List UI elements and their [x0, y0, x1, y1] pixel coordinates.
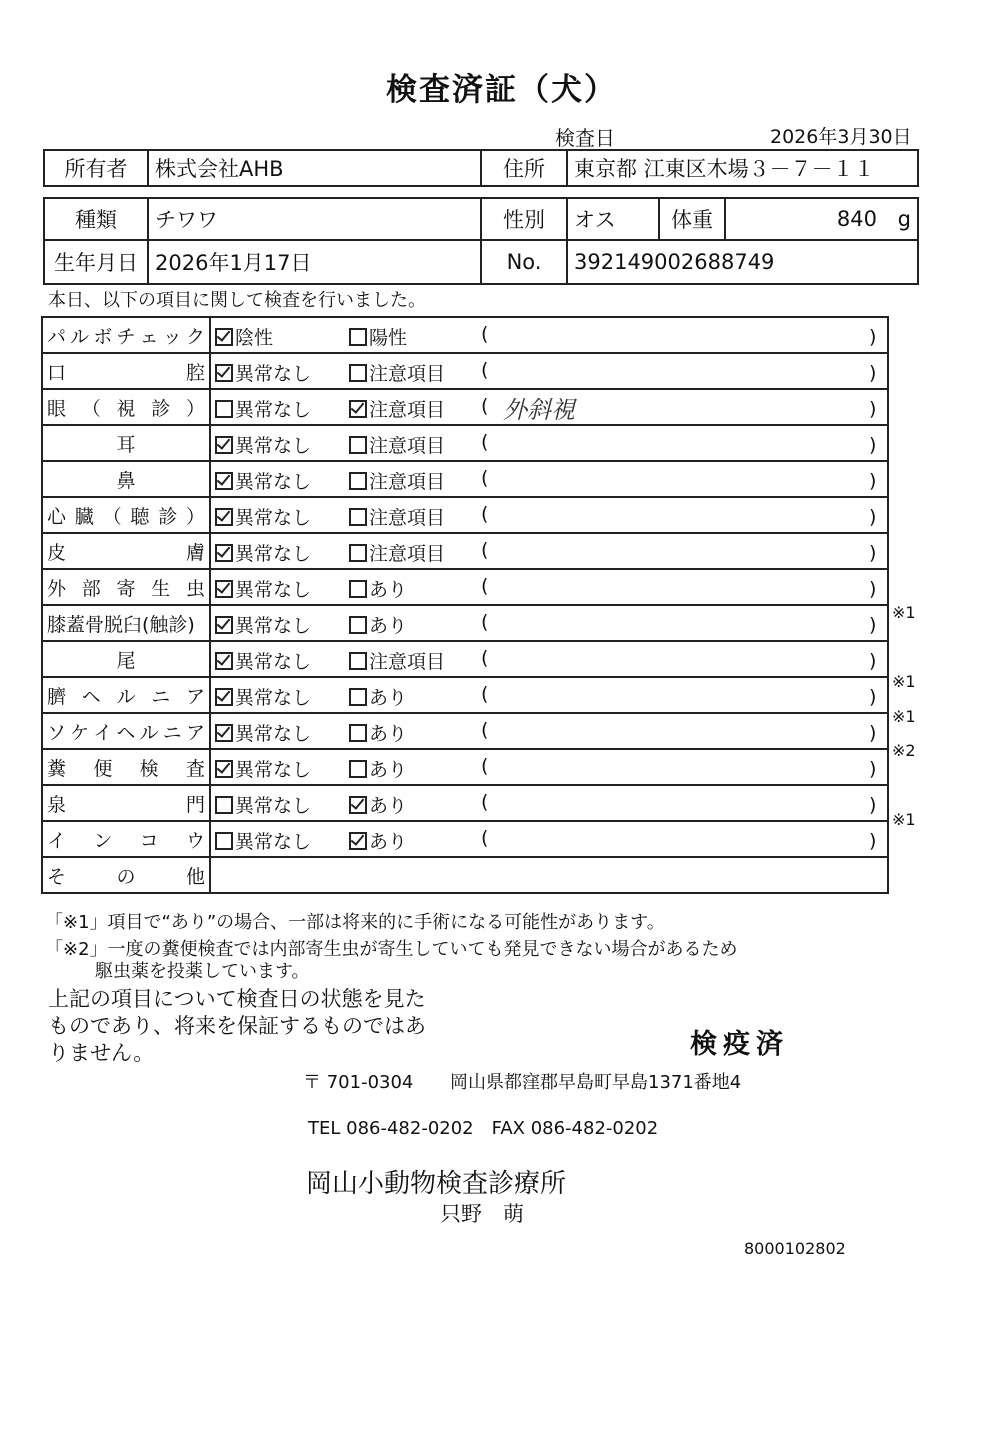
option-abnormal[interactable]	[349, 719, 407, 746]
footnote-marker: ※2	[892, 741, 916, 761]
exam-item-options	[210, 713, 888, 749]
comment-open-paren: (	[481, 431, 489, 453]
exam-item-row	[42, 713, 888, 749]
exam-items-table	[41, 316, 889, 894]
clinic-address: 岡山県都窪郡早島町早島1371番地4	[450, 1072, 742, 1093]
exam-item-name	[42, 317, 210, 353]
address-value: 東京都 江東区木場３－７－１１	[567, 150, 918, 186]
footnote-marker: ※1	[892, 672, 916, 691]
exam-item-label: 口 腔	[47, 361, 205, 384]
exam-item-row	[42, 857, 888, 893]
footnote-marker: ※1	[892, 602, 916, 622]
comment-close-paren: )	[869, 470, 877, 492]
comment-open-paren: (	[481, 539, 489, 561]
comment-open-paren: (	[481, 791, 489, 813]
exam-item-row	[42, 425, 888, 461]
exam-item-options	[210, 605, 888, 641]
option-abnormal[interactable]	[349, 395, 445, 422]
checked-checkbox[interactable]	[215, 688, 233, 706]
option-label: あり	[369, 723, 408, 745]
exam-item-name	[42, 677, 210, 713]
exam-item-name	[42, 857, 210, 893]
comment-close-paren: )	[869, 794, 877, 816]
comment-close-paren: )	[869, 686, 877, 708]
comment-open-paren: (	[481, 719, 489, 741]
comment-close-paren: )	[869, 758, 877, 780]
comment-open-paren: (	[481, 575, 489, 597]
comment-close-paren: )	[869, 722, 877, 744]
comment-open-paren: (	[481, 611, 489, 633]
checkbox[interactable]	[349, 652, 367, 670]
exam-date-label: 検査日	[555, 126, 615, 150]
option-label: あり	[369, 579, 408, 601]
checkbox[interactable]	[215, 400, 233, 418]
weight-value: 840	[836, 207, 877, 231]
exam-item-name	[42, 425, 210, 461]
exam-item-label: 膝蓋骨脱臼(触診)	[47, 613, 195, 636]
option-abnormal[interactable]	[349, 575, 407, 602]
exam-item-label: 眼 （ 視 診 ）	[47, 397, 205, 420]
option-normal[interactable]	[215, 359, 311, 386]
option-label: あり	[369, 759, 408, 781]
checked-checkbox[interactable]	[215, 724, 233, 742]
exam-item-row	[42, 821, 888, 857]
footnote-1: 「※1」項目で“あり”の場合、一部は将来的に手術になる可能性があります。	[45, 912, 665, 933]
weight-unit: g	[897, 207, 911, 231]
exam-item-label: 皮 膚	[47, 541, 205, 564]
checked-checkbox[interactable]	[215, 544, 233, 562]
exam-item-row	[42, 569, 888, 605]
exam-item-options	[210, 677, 888, 713]
checked-checkbox[interactable]	[349, 832, 367, 850]
comment-open-paren: (	[481, 503, 489, 525]
birth-label: 生年月日	[44, 240, 148, 284]
exam-item-name	[42, 389, 210, 425]
exam-item-name	[42, 569, 210, 605]
exam-item-row	[42, 749, 888, 785]
exam-item-options	[210, 569, 888, 605]
option-label: 異常なし	[235, 795, 312, 817]
exam-item-label: 耳	[116, 433, 136, 456]
option-label: 異常なし	[235, 435, 312, 457]
checked-checkbox[interactable]	[215, 616, 233, 634]
exam-item-options	[210, 389, 888, 425]
sex-value: オス	[567, 198, 659, 240]
breed-value: チワワ	[148, 198, 481, 240]
option-abnormal[interactable]	[349, 647, 445, 674]
checkbox[interactable]	[349, 688, 367, 706]
option-normal[interactable]	[215, 647, 311, 674]
exam-date-value: 2026年3月30日	[770, 126, 912, 148]
option-abnormal[interactable]	[349, 611, 407, 638]
owner-value: 株式会社AHB	[148, 150, 481, 186]
option-abnormal[interactable]	[349, 431, 445, 458]
checkbox[interactable]	[349, 364, 367, 382]
exam-item-options	[210, 785, 888, 821]
exam-item-row	[42, 497, 888, 533]
option-label: 異常なし	[235, 687, 312, 709]
comment-close-paren: )	[869, 650, 877, 672]
postal-code: 〒 701-0304	[303, 1072, 414, 1093]
checkbox[interactable]	[349, 616, 367, 634]
checked-checkbox[interactable]	[215, 328, 233, 346]
exam-item-name	[42, 785, 210, 821]
option-label: 異常なし	[235, 651, 312, 673]
exam-item-label: 外 部 寄 生 虫	[47, 577, 205, 600]
comment-close-paren: )	[869, 398, 877, 420]
option-label: 異常なし	[235, 507, 312, 529]
footnote-2-cont: 駆虫薬を投薬しています。	[95, 961, 310, 982]
owner-label: 所有者	[44, 150, 148, 186]
exam-item-label: 臍 ヘ ル ニ ア	[47, 685, 205, 708]
address-label: 住所	[481, 150, 567, 186]
option-normal[interactable]	[215, 791, 311, 818]
notice-text: 本日、以下の項目に関して検査を行いました。	[48, 290, 426, 311]
person-name: 只野 萌	[440, 1202, 524, 1226]
option-normal[interactable]	[215, 503, 311, 530]
option-label: 注意項目	[369, 399, 446, 421]
option-label: あり	[369, 687, 408, 709]
option-abnormal[interactable]	[349, 503, 445, 530]
checked-checkbox[interactable]	[215, 436, 233, 454]
option-normal[interactable]	[215, 683, 311, 710]
option-label: 注意項目	[369, 543, 446, 565]
comment-close-paren: )	[869, 830, 877, 852]
exam-item-label: 鼻	[116, 469, 136, 492]
exam-item-label: そ の 他	[47, 865, 205, 888]
comment-close-paren: )	[869, 326, 877, 348]
option-label: 異常なし	[235, 399, 312, 421]
exam-item-options	[210, 425, 888, 461]
checkbox[interactable]	[349, 760, 367, 778]
exam-item-label: パ ル ボ チ ェ ッ ク	[47, 325, 205, 348]
option-abnormal[interactable]	[349, 755, 407, 782]
exam-item-options	[210, 497, 888, 533]
comment-close-paren: )	[869, 542, 877, 564]
checked-checkbox[interactable]	[215, 364, 233, 382]
option-normal[interactable]	[215, 719, 311, 746]
checkbox[interactable]	[349, 472, 367, 490]
weight-cell	[725, 198, 918, 240]
option-label: 注意項目	[369, 435, 446, 457]
exam-item-row	[42, 605, 888, 641]
checked-checkbox[interactable]	[215, 580, 233, 598]
option-normal[interactable]	[215, 755, 311, 782]
option-abnormal[interactable]	[349, 359, 445, 386]
option-label: 陰性	[235, 327, 274, 349]
comment-close-paren: )	[869, 578, 877, 600]
comment-open-paren: (	[481, 323, 489, 345]
exam-item-options	[210, 857, 888, 893]
checkbox[interactable]	[349, 580, 367, 598]
option-abnormal[interactable]	[349, 827, 407, 854]
footnote-2: 「※2」一度の糞便検査では内部寄生虫が寄生していても発見できない場合があるため	[45, 939, 738, 960]
exam-item-label: ソ ケ イ ヘ ル ニ ア	[47, 721, 205, 744]
option-label: 異常なし	[235, 831, 312, 853]
option-label: あり	[369, 795, 408, 817]
exam-item-row	[42, 353, 888, 389]
checkbox[interactable]	[349, 436, 367, 454]
exam-item-name	[42, 749, 210, 785]
exam-item-options	[210, 317, 888, 353]
exam-item-name	[42, 497, 210, 533]
checkbox[interactable]	[215, 796, 233, 814]
breed-label: 種類	[44, 198, 148, 240]
exam-item-row	[42, 461, 888, 497]
exam-item-row	[42, 785, 888, 821]
comment-open-paren: (	[481, 827, 489, 849]
exam-item-options	[210, 749, 888, 785]
option-normal[interactable]	[215, 539, 311, 566]
comment-open-paren: (	[481, 647, 489, 669]
exam-item-row	[42, 677, 888, 713]
option-normal[interactable]	[215, 575, 311, 602]
handwritten-comment: 外斜視	[503, 396, 575, 424]
comment-open-paren: (	[481, 683, 489, 705]
exam-item-name	[42, 353, 210, 389]
option-abnormal[interactable]	[349, 683, 407, 710]
animal-table	[43, 197, 919, 285]
quarantine-stamp: 検疫済	[690, 1029, 789, 1060]
comment-close-paren: )	[869, 434, 877, 456]
comment-open-paren: (	[481, 755, 489, 777]
number-value: 392149002688749	[567, 240, 918, 284]
option-label: 陽性	[369, 327, 408, 349]
checked-checkbox[interactable]	[349, 796, 367, 814]
number-label: No.	[481, 240, 567, 284]
footnote-marker: ※1	[892, 810, 916, 830]
comment-close-paren: )	[869, 362, 877, 384]
checked-checkbox[interactable]	[215, 652, 233, 670]
option-abnormal[interactable]	[349, 539, 445, 566]
declaration: 上記の項目について検査日の状態を見たものであり、将来を保証するものではありません。	[48, 987, 426, 1065]
checkbox[interactable]	[349, 328, 367, 346]
option-normal[interactable]	[215, 611, 311, 638]
exam-item-name	[42, 461, 210, 497]
option-label: 注意項目	[369, 651, 446, 673]
comment-open-paren: (	[481, 467, 489, 489]
exam-item-label: 泉 門	[47, 793, 205, 816]
exam-item-label: 糞 便 検 査	[47, 757, 205, 780]
owner-table	[43, 149, 919, 187]
option-abnormal[interactable]	[349, 467, 445, 494]
checked-checkbox[interactable]	[215, 760, 233, 778]
option-normal[interactable]	[215, 827, 311, 854]
comment-close-paren: )	[869, 506, 877, 528]
exam-item-options	[210, 821, 888, 857]
exam-item-row	[42, 389, 888, 425]
comment-close-paren: )	[869, 614, 877, 636]
birth-value: 2026年1月17日	[148, 240, 481, 284]
exam-item-options	[210, 641, 888, 677]
option-label: 異常なし	[235, 579, 312, 601]
option-abnormal[interactable]	[349, 791, 407, 818]
checked-checkbox[interactable]	[215, 472, 233, 490]
checked-checkbox[interactable]	[349, 400, 367, 418]
exam-item-options	[210, 353, 888, 389]
sex-label: 性別	[481, 198, 567, 240]
checkbox[interactable]	[349, 508, 367, 526]
tel-fax: TEL 086-482-0202 FAX 086-482-0202	[308, 1118, 659, 1139]
exam-item-name	[42, 533, 210, 569]
option-normal[interactable]	[215, 323, 273, 350]
checkbox[interactable]	[349, 724, 367, 742]
comment-open-paren: (	[481, 395, 489, 417]
option-label: あり	[369, 615, 408, 637]
option-label: 異常なし	[235, 363, 312, 385]
document-code: 8000102802	[744, 1239, 846, 1258]
checked-checkbox[interactable]	[215, 508, 233, 526]
exam-item-options	[210, 533, 888, 569]
exam-item-name	[42, 821, 210, 857]
exam-item-name	[42, 641, 210, 677]
exam-item-row	[42, 641, 888, 677]
option-label: 注意項目	[369, 471, 446, 493]
exam-item-name	[42, 713, 210, 749]
option-label: 異常なし	[235, 723, 312, 745]
checkbox[interactable]	[349, 544, 367, 562]
option-label: 異常なし	[235, 543, 312, 565]
option-normal[interactable]	[215, 431, 311, 458]
option-label: 異常なし	[235, 615, 312, 637]
exam-item-name	[42, 605, 210, 641]
option-normal[interactable]	[215, 395, 311, 422]
option-label: 注意項目	[369, 507, 446, 529]
exam-item-label: 尾	[116, 649, 136, 672]
clinic-name: 岡山小動物検査診療所	[306, 1169, 567, 1199]
option-label: あり	[369, 831, 408, 853]
exam-item-label: イ ン コ ウ	[47, 829, 205, 852]
footnote-marker: ※1	[892, 706, 916, 726]
option-label: 注意項目	[369, 363, 446, 385]
weight-label: 体重	[659, 198, 725, 240]
exam-item-row	[42, 317, 888, 353]
exam-item-label: 心 臓 （ 聴 診 ）	[47, 505, 205, 528]
comment-open-paren: (	[481, 359, 489, 381]
page-title: 検査済証（犬）	[386, 72, 617, 108]
option-normal[interactable]	[215, 467, 311, 494]
option-label: 異常なし	[235, 471, 312, 493]
option-label: 異常なし	[235, 759, 312, 781]
option-abnormal[interactable]	[349, 323, 407, 350]
checkbox[interactable]	[215, 832, 233, 850]
exam-item-options	[210, 461, 888, 497]
exam-item-row	[42, 533, 888, 569]
